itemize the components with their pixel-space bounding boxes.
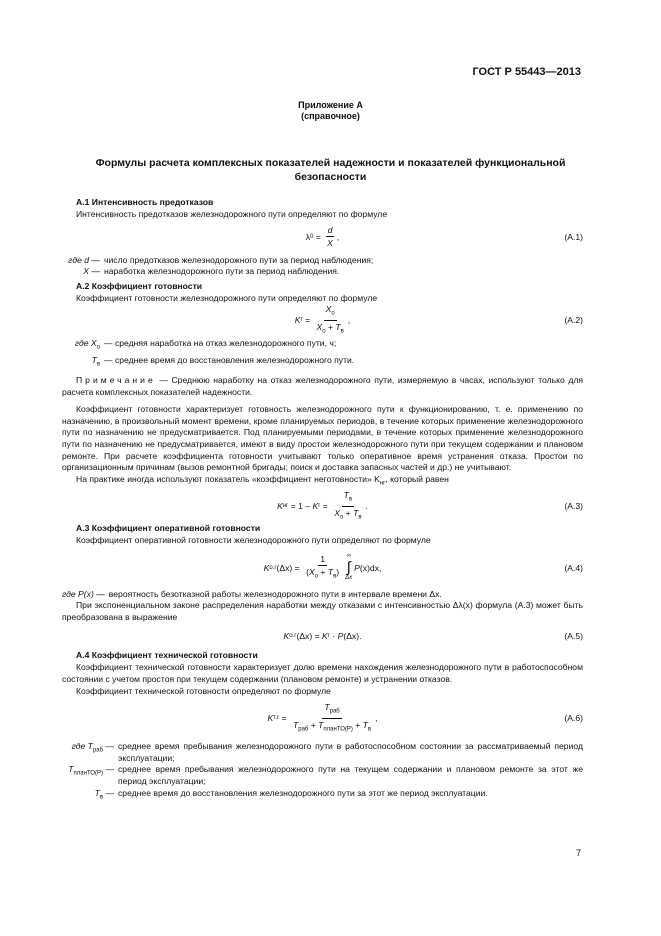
sub-o: о [331,310,335,317]
denominator [304,566,341,582]
symbol-t: T [324,702,330,712]
def-term: X — [83,266,100,277]
symbol-k: K [322,631,328,642]
def-text: наработка железнодорожного пути за период наблюдения. [104,266,340,277]
term-sub: в [99,794,104,801]
eq-sign: = [302,315,313,326]
sub-og: о.г [289,633,297,640]
document-title: Формулы расчета комплексных показателей надежности и показателей функциональной безопасности [95,157,566,183]
fraction [325,225,335,248]
numerator-d: d [327,225,333,236]
symbol-t: T [362,719,368,730]
definition-item [62,788,583,804]
denominator-x: X [327,238,333,249]
section-a3-intro: Коэффициент оперативной готовности железнодорожного пути определяют по формуле [76,535,431,546]
definition-item [62,338,583,354]
term-main: T [94,787,100,798]
one-minus: = 1 – [288,501,313,512]
integral-upper: ∞ [346,553,351,560]
term-sub: раб [92,747,104,754]
eq-sign: = [320,501,331,512]
def-text: число предотказов железнодорожного пути за период наблюдения; [104,254,374,265]
sub-v: в [367,726,372,733]
sub-tg: т.г [273,715,280,722]
fraction [304,554,341,582]
punct: , [347,315,351,326]
denominator [291,719,373,735]
numerator-one: 1 [320,553,325,564]
def-text: — средняя наработка на отказ железнодорожного пути, ч; [104,338,337,349]
definition-item [62,764,583,787]
symbol-p: P [337,631,344,642]
section-a3-heading: А.3 Коэффициент оперативной готовности [76,523,261,534]
term-main: где X [74,338,97,349]
equation-number: (А.5) [564,631,583,642]
sub-ng: нг [282,503,289,510]
integral-sign: ∫ [346,559,351,577]
sub-v: в [340,328,344,335]
symbol-t: T [327,566,334,577]
symbol-k: K [267,713,274,724]
section-a2-paragraph2 [62,474,583,490]
plus: + [352,719,363,730]
note-text: — Среднюю наработку на отказ железнодорожного пути, измеряемую в часах, используют только для расчета комплексных показателей надежности. [62,375,583,397]
note-label: Примечание [76,375,156,385]
formula-a2 [62,304,583,336]
formula-a5 [62,623,583,649]
def-term [62,338,104,354]
def-text: среднее время до восстановления железнодорожного пути за этот же период эксплуатации. [118,787,488,798]
section-a1-intro: Интенсивность предотказов железнодорожного пути определяют по формуле [76,209,388,219]
symbol-x: X [334,507,340,518]
symbol-x: X [316,321,323,332]
sub-o: о [314,573,319,580]
plus: + [308,719,319,730]
sub-rab: раб [329,708,340,715]
definitions-a4 [62,741,583,804]
symbol-k: K [277,501,283,512]
symbol-k: K [263,562,270,573]
standard-code: ГОСТ Р 55443—2013 [472,66,581,78]
section-a2-heading: А.2 Коэффициент готовности [76,280,203,291]
term-main: T [68,764,74,775]
arg-dx: (Δx) [296,631,313,642]
definitions-a2 [62,338,583,371]
eq-sign: = [313,231,324,242]
paren: ) [336,566,340,577]
sub-plan: планТО(Р) [323,726,353,733]
def-text: среднее время пребывания железнодорожного пути на текущем содержании и плановом ремонте за этот же период эксплуатации; [118,764,583,786]
term-sub: о [96,345,100,352]
section-a2-paragraph: Коэффициент готовности характеризует готовность железнодорожного пути к функционированию, т. е. применению по назначению, в произвольный момент времени, кроме планируемых периодов, в течение которых применение железнодорожного пути по назначению не предусматривается. Под планируемыми периодами, в течение которых применение железнодорожного пути по назначению не предусматривается, имеют в виду простои железнодорожного пути при текущем содержании и плановом ремонте. При расчете коэффициента готовности учитывают только оперативное время устранения отказа. Простои по организационным причинам (вызов ремонтной бригады; поиск и доставка запасных частей и др.) не учитывают. [62,404,583,473]
document-content [62,196,583,806]
eq-sign: = [279,713,289,724]
def-term: где d — [68,254,100,265]
equation-number: (А.2) [564,315,583,326]
paren: ( [306,566,309,577]
plus: + [318,566,328,577]
numerator [322,702,341,719]
integral-lower: Δx [345,575,353,582]
definition-item [62,741,583,764]
sub-v: в [348,496,353,503]
punct: . [359,631,362,642]
sub-0: 0 [310,233,314,240]
symbol-t: T [343,489,349,500]
punct: , [375,713,378,724]
symbol-t: T [318,719,324,730]
sub-rab: раб [298,726,309,733]
symbol-x: X [308,566,315,577]
fraction [315,304,346,336]
section-a4-paragraph: Коэффициент технической готовности характеризует долю времени нахождения железнодорожного пути в работоспособном состоянии с учетом простоя при текущем содержании (плановом ремонте) и устранении отказов. [62,662,583,685]
sub-o: о [339,514,344,521]
numerator [324,304,337,321]
symbol-k: K [294,315,301,326]
equation-number: (А.6) [564,713,583,724]
times: · [329,631,338,642]
equation-number: (А.3) [564,501,583,512]
punct: , [379,562,382,573]
equation-number: (А.4) [564,562,583,573]
formula-a1 [62,221,583,253]
denominator [332,507,363,523]
def-term: $T_в$ — [94,787,114,801]
sub-g: г [318,503,321,510]
definition-item [62,266,583,278]
arg-dx: (Δx) [276,562,293,573]
def-text: — среднее время до восстановления железнодорожного пути. [104,354,355,365]
section-a4-intro: Коэффициент технической готовности определяют по формуле [76,685,331,696]
eq-sign: = [312,631,323,642]
p-dx-arg: (Δx) [343,631,360,642]
section-a1-heading: А.1 Интенсивность предотказов [76,197,214,207]
def-term [62,355,104,371]
section-a2-intro: Коэффициент готовности железнодорожного пути определяют по формуле [76,292,378,303]
term-main: T [91,354,97,365]
def-term: $T_{планТО(Р)}$ — [68,764,114,778]
fraction [332,490,363,522]
page-number: 7 [575,848,581,858]
sub-o: о [322,328,326,335]
term-sub: в [96,361,100,368]
numerator [342,490,354,507]
annex-type: (справочное) [301,111,360,121]
sub-g: г [327,633,330,640]
definition-item [62,589,583,601]
def-text: среднее время пребывания железнодорожного пути в работоспособном состоянии за рассматриваемый период эксплуатации; [118,741,583,763]
section-a3-paragraph: При экспоненциальном законе распределения наработки между отказами с интенсивностью Δλ(x) формула (А.3) может быть преобразована в выражение [62,600,583,622]
punct: . [365,501,368,512]
annex-heading [0,100,661,122]
annex-title: Приложение А [298,100,363,110]
def-term: где P(x) — [62,588,105,599]
para-text-end: , который равен [385,473,449,484]
px-arg: (x)dx [359,562,380,573]
def-text: вероятность безотказной работы железнодорожного пути в интервале времени Δx. [108,588,442,599]
definition-item [62,355,583,371]
symbol-t: T [335,321,341,332]
symbol-k: K [312,501,319,512]
definitions-a1 [62,255,583,278]
symbol-x: X [325,304,332,315]
integral [345,553,352,582]
sub-v: в [358,514,362,521]
sub-og: о.г [269,564,277,571]
note [62,375,583,398]
symbol-lambda: λ [305,231,311,242]
eq-sign: = [292,562,303,573]
equation-number: (А.1) [564,231,583,242]
formula-a6 [62,697,583,739]
para-sub: нг [379,480,386,487]
symbol-t: T [353,507,359,518]
symbol-k: K [283,631,290,642]
para-text: На практике иногда используют показатель «коэффициент неготовности» K [76,473,380,484]
def-term: где $T_{раб}$ — [71,741,114,754]
definition-item [62,255,583,267]
fraction [291,702,373,734]
sub-g: г [300,317,303,324]
term-main: где T [71,741,93,752]
plus: + [325,321,336,332]
denominator [315,321,346,337]
plus: + [343,507,354,518]
section-a4-heading: А.4 Коэффициент технической готовности [76,650,258,661]
formula-a4 [62,547,583,589]
symbol-p: P [354,562,360,573]
term-sub: планТО(Р) [73,771,104,778]
punct: , [336,231,340,242]
symbol-t: T [292,719,299,730]
sub-v: в [333,573,337,580]
formula-a3 [62,490,583,522]
